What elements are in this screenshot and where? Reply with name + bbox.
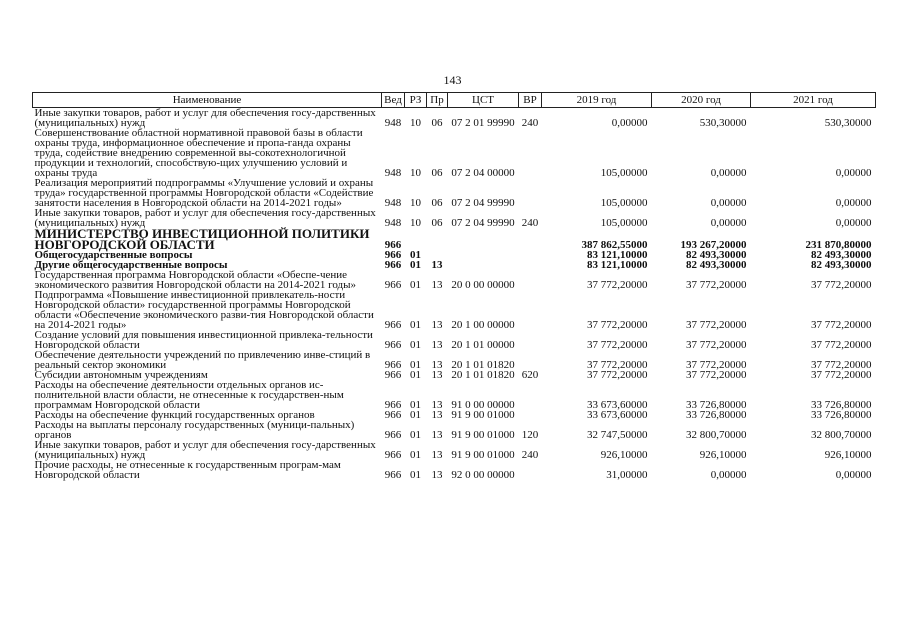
cell-pr	[427, 228, 448, 250]
table-row	[33, 420, 876, 440]
cell-2019: 37 772,20000	[587, 359, 648, 371]
cell-ved: 966	[384, 239, 402, 251]
table-row	[33, 290, 876, 330]
cell-vr	[519, 350, 542, 370]
cell-2020: 33 726,80000	[686, 399, 747, 411]
cell-vr: 240	[521, 217, 539, 229]
cell-cst: 20 1 01 01820	[451, 359, 515, 371]
cell-name: Государственная программа Новгородской области «Обеспе-чение экономического развития Новгородской области на 2014-2021 годы»	[34, 269, 357, 291]
cell-rz: 01	[410, 429, 421, 441]
cell-cst: 07 2 04 00000	[451, 167, 515, 179]
cell-pr: 13	[431, 319, 443, 331]
cell-vr	[519, 178, 542, 208]
cell-vr	[519, 128, 542, 178]
cell-ved: 966	[384, 359, 402, 371]
cell-2020: 0,00000	[710, 197, 747, 209]
cell-2019: 33 673,60000	[587, 399, 648, 411]
cell-cst: 91 9 00 01000	[451, 449, 515, 461]
cell-cst: 91 9 00 01000	[451, 409, 515, 421]
header-name: Наименование	[33, 93, 382, 108]
cell-rz: 10	[410, 117, 421, 129]
cell-pr: 13	[431, 259, 443, 271]
cell-rz: 01	[410, 249, 421, 261]
cell-name: Прочие расходы, не отнесенные к государственным програм-мам Новгородской области	[34, 459, 341, 481]
cell-2020: 37 772,20000	[686, 369, 747, 381]
cell-rz: 01	[410, 319, 421, 331]
cell-2019: 83 121,10000	[587, 249, 648, 261]
cell-2019: 105,00000	[600, 197, 648, 209]
cell-2021: 0,00000	[835, 197, 872, 209]
cell-2021: 0,00000	[835, 217, 872, 229]
cell-2020: 926,10000	[699, 449, 747, 461]
cell-2021: 37 772,20000	[811, 359, 872, 371]
cell-cst: 07 2 04 99990	[451, 217, 515, 229]
cell-vr	[519, 250, 542, 260]
cell-rz: 10	[410, 217, 421, 229]
cell-2020: 0,00000	[710, 167, 747, 179]
cell-pr: 06	[431, 117, 443, 129]
cell-cst: 20 1 01 00000	[451, 339, 515, 351]
cell-name: Реализация мероприятий подпрограммы «Улучшение условий и охраны труда» государственной программы Новгородской области «Содействие занятости населения в Новгородской области на 2014-2021 годы»	[34, 177, 374, 209]
cell-2019: 37 772,20000	[587, 339, 648, 351]
cell-cst: 91 9 00 01000	[451, 429, 515, 441]
cell-2020: 37 772,20000	[686, 339, 747, 351]
header-ved: Вед	[382, 93, 405, 108]
cell-ved: 966	[384, 249, 402, 261]
cell-vr	[519, 270, 542, 290]
cell-rz: 01	[410, 409, 421, 421]
cell-pr: 13	[431, 429, 443, 441]
table-row	[33, 108, 876, 129]
cell-2020: 37 772,20000	[686, 279, 747, 291]
cell-name: Другие общегосударственные вопросы	[34, 259, 228, 271]
cell-cst: 91 0 00 00000	[451, 399, 515, 411]
cell-pr: 13	[431, 449, 443, 461]
cell-vr	[519, 380, 542, 410]
cell-rz: 01	[410, 369, 421, 381]
cell-2020: 33 726,80000	[686, 409, 747, 421]
cell-2021: 37 772,20000	[811, 339, 872, 351]
cell-2021: 82 493,30000	[811, 259, 872, 271]
cell-2021: 33 726,80000	[811, 409, 872, 421]
cell-ved: 966	[384, 469, 402, 481]
cell-pr: 13	[431, 369, 443, 381]
cell-rz: 01	[410, 259, 421, 271]
cell-pr: 13	[431, 399, 443, 411]
cell-vr: 120	[521, 429, 539, 441]
table-row	[33, 228, 876, 250]
cell-2019: 37 772,20000	[587, 279, 648, 291]
cell-pr: 06	[431, 217, 443, 229]
cell-ved: 966	[384, 399, 402, 411]
cell-ved: 966	[384, 339, 402, 351]
cell-ved: 966	[384, 449, 402, 461]
table-row	[33, 440, 876, 460]
cell-name: Иные закупки товаров, работ и услуг для обеспечения госу-дарственных (муниципальных) нужд	[34, 439, 376, 461]
cell-cst: 20 1 01 01820	[451, 369, 515, 381]
cell-vr	[519, 228, 542, 250]
table-row	[33, 270, 876, 290]
cell-2021: 37 772,20000	[811, 369, 872, 381]
table-body	[33, 108, 876, 481]
cell-rz: 01	[410, 399, 421, 411]
table-row	[33, 128, 876, 178]
cell-2021: 37 772,20000	[811, 319, 872, 331]
cell-ved: 966	[384, 369, 402, 381]
cell-pr: 13	[431, 409, 443, 421]
cell-name: Создание условий для повышения инвестиционной привлека-тельности Новгородской области	[34, 329, 373, 351]
cell-cst	[448, 250, 519, 260]
cell-vr	[519, 410, 542, 420]
cell-vr: 620	[521, 369, 539, 381]
cell-ved: 966	[384, 319, 402, 331]
cell-rz: 10	[410, 197, 421, 209]
cell-2019: 83 121,10000	[587, 259, 648, 271]
cell-2019: 105,00000	[600, 167, 648, 179]
cell-2021: 231 870,80000	[805, 239, 872, 251]
header-2019: 2019 год	[542, 93, 652, 108]
cell-name: Подпрограмма «Повышение инвестиционной привлекатель-ности Новгородской области» государственной программы Новгородской области «Обеспечение экономического разви-тия Новгородской области на 2014-2021 годы»	[34, 289, 374, 331]
cell-rz: 01	[410, 449, 421, 461]
cell-2020: 82 493,30000	[686, 259, 747, 271]
cell-vr	[519, 330, 542, 350]
table-row	[33, 380, 876, 410]
cell-2021: 0,00000	[835, 167, 872, 179]
cell-2020: 37 772,20000	[686, 319, 747, 331]
cell-vr	[519, 460, 542, 480]
cell-vr: 240	[521, 449, 539, 461]
cell-name: Общегосударственные вопросы	[34, 249, 193, 261]
cell-name: Субсидии автономным учреждениям	[34, 369, 208, 381]
cell-rz: 10	[410, 167, 421, 179]
cell-name: МИНИСТЕРСТВО ИНВЕСТИЦИОННОЙ ПОЛИТИКИ НОВГОРОДСКОЙ ОБЛАСТИ	[34, 226, 370, 252]
cell-pr: 13	[431, 469, 443, 481]
cell-cst: 92 0 00 00000	[451, 469, 515, 481]
cell-name: Иные закупки товаров, работ и услуг для обеспечения госу-дарственных (муниципальных) нужд	[34, 207, 376, 229]
cell-vr	[519, 260, 542, 270]
cell-2020: 37 772,20000	[686, 359, 747, 371]
cell-2021: 33 726,80000	[811, 399, 872, 411]
cell-2020: 530,30000	[699, 117, 747, 129]
cell-name: Расходы на обеспечение деятельности отдельных органов ис-полнительной власти области, не отнесенные к государствен-ным программам Новгородской области	[34, 379, 344, 411]
header-2020: 2020 год	[652, 93, 751, 108]
cell-rz: 01	[410, 279, 421, 291]
cell-ved: 966	[384, 279, 402, 291]
cell-2021: 530,30000	[824, 117, 872, 129]
cell-cst	[448, 260, 519, 270]
table-row	[33, 350, 876, 370]
budget-table	[32, 92, 876, 480]
cell-cst: 07 2 04 99990	[451, 197, 515, 209]
cell-vr	[519, 290, 542, 330]
cell-rz: 01	[410, 339, 421, 351]
cell-2019: 33 673,60000	[587, 409, 648, 421]
table-row	[33, 330, 876, 350]
cell-2021: 37 772,20000	[811, 279, 872, 291]
cell-2020: 0,00000	[710, 217, 747, 229]
cell-name: Иные закупки товаров, работ и услуг для обеспечения госу-дарственных (муниципальных) нужд	[34, 107, 376, 129]
header-cst: ЦСТ	[448, 93, 519, 108]
cell-2021: 926,10000	[824, 449, 872, 461]
cell-2021: 82 493,30000	[811, 249, 872, 261]
cell-name: Расходы на обеспечение функций государственных органов	[34, 409, 315, 421]
cell-name: Обеспечение деятельности учреждений по привлечению инве-стиций в реальный сектор экономики	[34, 349, 371, 371]
cell-2020: 193 267,20000	[680, 239, 747, 251]
table-row	[33, 208, 876, 228]
cell-ved: 966	[384, 409, 402, 421]
cell-2019: 31,00000	[606, 469, 648, 481]
cell-cst: 07 2 01 99990	[451, 117, 515, 129]
cell-rz: 01	[410, 359, 421, 371]
cell-2019: 37 772,20000	[587, 319, 648, 331]
header-vr: ВР	[519, 93, 542, 108]
cell-pr: 13	[431, 279, 443, 291]
cell-2019: 387 862,55000	[581, 239, 648, 251]
page-number: 143	[443, 73, 462, 87]
cell-pr: 06	[431, 197, 443, 209]
table-row	[33, 178, 876, 208]
cell-ved: 966	[384, 259, 402, 271]
cell-ved: 966	[384, 429, 402, 441]
header-rz: РЗ	[405, 93, 427, 108]
cell-2019: 0,00000	[611, 117, 648, 129]
header-2021: 2021 год	[751, 93, 876, 108]
cell-2020: 32 800,70000	[686, 429, 747, 441]
cell-2020: 82 493,30000	[686, 249, 747, 261]
cell-2019: 105,00000	[600, 217, 648, 229]
cell-vr: 240	[521, 117, 539, 129]
cell-ved: 948	[384, 197, 402, 209]
cell-rz	[405, 228, 427, 250]
header-pr: Пр	[427, 93, 448, 108]
cell-ved: 948	[384, 167, 402, 179]
cell-name: Расходы на выплаты персоналу государственных (муници-пальных) органов	[34, 419, 355, 441]
cell-2021: 0,00000	[835, 469, 872, 481]
cell-pr: 13	[431, 339, 443, 351]
cell-pr: 06	[431, 167, 443, 179]
table-header-row	[33, 93, 876, 108]
cell-ved: 948	[384, 117, 402, 129]
cell-2019: 926,10000	[600, 449, 648, 461]
cell-2019: 37 772,20000	[587, 369, 648, 381]
cell-cst: 20 1 00 00000	[451, 319, 515, 331]
cell-ved: 948	[384, 217, 402, 229]
cell-2019: 32 747,50000	[587, 429, 648, 441]
cell-name: Совершенствование областной нормативной правовой базы в области охраны труда, информационное обеспечение и пропа-ганда охраны труда, содействие внедрению современной вы-сокотехнологичной продукции и технологий, способствую-щих улучшению условий и охраны труда	[34, 127, 363, 179]
cell-2021: 32 800,70000	[811, 429, 872, 441]
cell-cst: 20 0 00 00000	[451, 279, 515, 291]
cell-cst	[448, 228, 519, 250]
cell-rz: 01	[410, 469, 421, 481]
cell-pr: 13	[431, 359, 443, 371]
table-row	[33, 460, 876, 480]
cell-2020: 0,00000	[710, 469, 747, 481]
